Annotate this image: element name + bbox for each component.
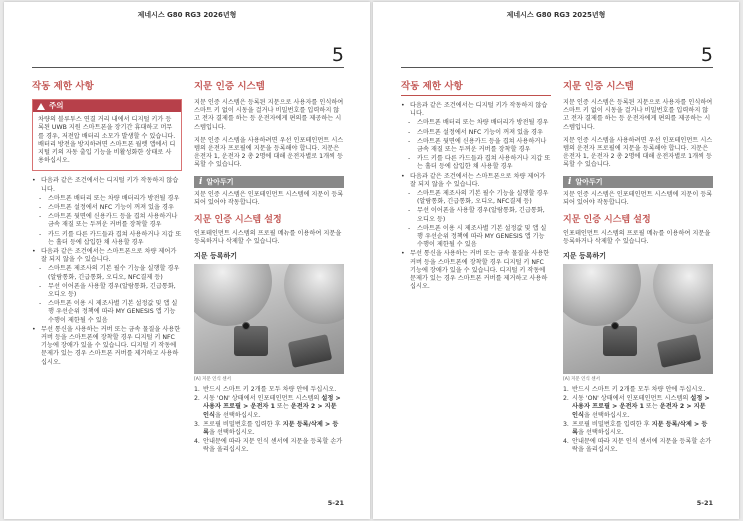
menu-path: 지문 등록/삭제 > 등록 — [203, 420, 339, 437]
step-number: 1. — [194, 386, 200, 394]
menu-path: 설정 > 사용자 프로필 > 운전자 1 — [572, 395, 710, 411]
step-fragment: 반드시 스마트 키 2개를 모두 차량 안에 두십시오. — [572, 386, 706, 394]
bullet-text: 다음과 같은 조건에서는 스마트폰으로 차량 제어가 잘 되지 않을 수 있습니다. — [410, 172, 546, 188]
sub-bullet-text: 카드 키를 다른 카드들과 겹쳐 사용하거나 지갑 또는 홀더 등에 삽입한 채 사용할 경우 — [417, 155, 551, 171]
fingerprint-sensor-figure — [563, 264, 713, 374]
bullet-item — [401, 173, 551, 189]
restriction-list — [32, 177, 182, 366]
step-fragment: 또는 — [643, 403, 660, 411]
note-header — [194, 176, 344, 188]
bullet-text: 다음과 같은 조건에서는 디지털 키가 작동하지 않습니다. — [41, 177, 179, 193]
step-item — [563, 395, 713, 420]
step-text — [572, 386, 705, 394]
bullet-item — [32, 177, 182, 193]
header-divider — [401, 67, 713, 68]
step-fragment: 시동 'ON' 상태에서 인포테인먼트 시스템의 — [203, 395, 322, 403]
note-label: 알아두기 — [575, 177, 603, 186]
step-fragment: 반드시 스마트 키 2개를 모두 차량 안에 두십시오. — [203, 386, 337, 394]
sub-bullet-marker: - — [39, 194, 42, 202]
sub-bullet-text: 카드 키를 다른 카드들과 겹쳐 사용하거나 지갑 또는 홀더 등에 삽입한 채 사용할 경우 — [48, 230, 182, 246]
bullet-marker: • — [32, 177, 36, 185]
sub-bullet-item — [32, 195, 182, 203]
restriction-list — [401, 102, 551, 291]
info-icon: i — [568, 176, 572, 187]
sub-bullet-item — [401, 155, 551, 171]
sub-bullet-item — [401, 207, 551, 223]
page-number: 5-21 — [696, 499, 713, 507]
bullet-text: 다음과 같은 조건에서는 디지털 키가 작동하지 않습니다. — [410, 102, 548, 118]
step-fragment: 을 선택하십시오. — [214, 411, 261, 419]
start-button — [603, 326, 637, 356]
sub-bullet-text: 스마트폰 이용 시 제조사별 기본 설정값 및 앱 실행 우선순위 정책에 따라 MY GENESIS 앱 기능 수행이 제한될 수 있음 — [48, 300, 178, 324]
note-text: 지문 인증 시스템은 인포테인먼트 시스템에 지문이 등록되어 있어야 작동합니다. — [194, 190, 344, 207]
step-number: 4. — [563, 438, 569, 446]
bullet-marker: • — [401, 172, 405, 180]
dial-knob — [563, 264, 641, 326]
step-fragment: 을 선택하십시오. — [208, 429, 255, 437]
step-fragment: 시동 'ON' 상태에서 인포테인먼트 시스템의 — [572, 395, 691, 403]
fingerprint-sensor-icon — [611, 322, 619, 330]
step-text — [203, 421, 344, 437]
sub-bullet-marker: - — [408, 128, 411, 136]
step-text — [572, 395, 713, 420]
caution-label: 주의 — [49, 101, 64, 110]
step-item — [194, 386, 344, 394]
bullet-marker: • — [32, 325, 36, 333]
sub-bullet-text: 스마트폰 뒷면에 신용카드 등을 겹쳐 사용하거나 금속 재질 또는 두꺼운 커버를 장착할 경우 — [417, 137, 547, 154]
bullet-marker: • — [401, 250, 405, 258]
step-number: 2. — [194, 395, 200, 403]
sub-bullet-item — [401, 119, 551, 127]
step-item — [563, 421, 713, 437]
menu-path: 운전자 2 > 지문 인식 — [203, 403, 337, 419]
steps-list — [194, 386, 344, 455]
manual-page-2026 — [4, 2, 370, 519]
warning-triangle-icon — [37, 103, 45, 110]
settings-text: 인포테인먼트 시스템의 프로필 메뉴를 이용하여 지문을 등록하거나 삭제할 수 있습니다. — [194, 230, 342, 246]
step-item — [194, 395, 344, 420]
figure-caption: [A] 지문 인식 센서 — [194, 376, 231, 382]
bullet-item — [32, 248, 182, 264]
step-text — [572, 438, 713, 454]
settings-heading: 지문 인증 시스템 설정 — [194, 215, 282, 226]
console-button — [657, 334, 702, 368]
step-fragment: 프로필 비밀번호를 입력한 후 — [572, 420, 652, 428]
section-number: 5 — [331, 44, 344, 66]
step-number: 2. — [563, 395, 569, 403]
figure-caption: [A] 지문 인식 센서 — [563, 376, 600, 382]
page-number: 5-21 — [327, 499, 344, 507]
step-item — [563, 438, 713, 454]
sub-bullet-marker: - — [39, 213, 42, 221]
sub-bullet-text: 스마트폰 제조사의 기본 필수 기능을 실행할 경우(알람통화, 긴급통화, 오디오, NFC결제 등) — [417, 190, 549, 206]
restrictions-heading: 작동 제한 사항 — [401, 81, 551, 96]
sub-bullet-marker: - — [39, 282, 42, 290]
fingerprint-sensor-figure — [194, 264, 344, 374]
right-column — [194, 81, 344, 456]
sub-bullet-item — [32, 204, 182, 212]
step-number: 3. — [194, 420, 200, 428]
page-header: 제네시스 G80 RG3 2026년형 — [137, 11, 237, 19]
register-heading: 지문 등록하기 — [194, 251, 238, 260]
bullet-text: 무선 통신을 사용하는 커버 또는 금속 물질을 사용한 커버 등을 스마트폰에 장착할 경우 디지털 키 NFC 기능에 장애가 있을 수 있습니다. 디지털 키 작동에 문제가 있는 경우 스마트폰 커버를 제거하고 사용하십시오. — [41, 325, 181, 366]
dial-knob — [284, 264, 344, 324]
step-fragment: 을 선택하십시오. — [583, 411, 630, 419]
sub-bullet-marker: - — [408, 207, 411, 215]
sub-bullet-text: 스마트폰 뒷면에 신용카드 등을 겹쳐 사용하거나 금속 재질 또는 두꺼운 커버를 장착할 경우 — [48, 213, 178, 229]
step-number: 4. — [194, 438, 200, 446]
manual-page-2025 — [373, 2, 739, 519]
sub-bullet-text: 스마트폰 배터리 또는 차량 배터리가 방전될 경우 — [417, 119, 549, 127]
register-heading: 지문 등록하기 — [563, 251, 607, 260]
bullet-marker: • — [32, 248, 36, 256]
sub-bullet-item — [401, 129, 551, 137]
left-column — [32, 81, 182, 368]
bullet-item — [32, 326, 182, 367]
dial-knob — [194, 264, 272, 326]
sub-bullet-item — [401, 225, 551, 250]
step-text — [203, 386, 336, 394]
step-fragment: 프로필 비밀번호를 입력한 후 — [203, 420, 283, 428]
step-text — [572, 421, 713, 437]
sub-bullet-text: 스마트폰 제조사의 기본 필수 기능을 실행할 경우(알람통화, 긴급통화, 오디오, NFC결제 등) — [48, 265, 180, 281]
header-divider — [32, 67, 344, 68]
dial-knob — [653, 264, 713, 324]
sub-bullet-item — [401, 138, 551, 154]
sub-bullet-marker: - — [39, 230, 42, 238]
sub-bullet-item — [32, 300, 182, 325]
step-fragment: 을 선택하십시오. — [577, 429, 624, 437]
step-item — [194, 421, 344, 437]
caution-box — [32, 99, 182, 171]
page-header: 제네시스 G80 RG3 2025년형 — [506, 11, 606, 19]
sub-bullet-marker: - — [408, 224, 411, 232]
auth-heading: 지문 인증 시스템 — [194, 81, 265, 92]
sub-bullet-marker: - — [408, 190, 411, 198]
step-number: 1. — [563, 386, 569, 394]
steps-list — [563, 386, 713, 455]
start-button — [234, 326, 268, 356]
step-item — [194, 438, 344, 454]
step-item — [563, 386, 713, 394]
caution-text: 차량의 블루투스 연결 거리 내에서 디지털 키가 등록된 UWB 지원 스마트폰을 장기간 휴대하고 머무를 경우, 저전압 배터리 소모가 발생할 수 있습니다. 배터리 방전을 방지하려면 스마트폰 월렛 앱에서 디지털 키의 자동 출입 기능을 비활성화한 상태로 사용하십시오. — [38, 116, 176, 165]
bullet-item — [401, 102, 551, 118]
sub-bullet-marker: - — [408, 155, 411, 163]
menu-path: 설정 > 사용자 프로필 > 운전자 1 — [203, 395, 341, 411]
sub-bullet-text: 스마트폰 이용 시 제조사별 기본 설정값 및 앱 실행 우선순위 정책에 따라 MY GENESIS 앱 기능 수행이 제한될 수 있음 — [417, 224, 547, 249]
step-fragment: 또는 — [274, 403, 291, 411]
sub-bullet-marker: - — [408, 119, 411, 127]
sub-bullet-item — [32, 265, 182, 281]
caution-header — [33, 100, 181, 112]
step-fragment: 안내문에 따라 지문 인식 센서에 지문을 등록할 손가락을 올리십시오. — [203, 438, 343, 454]
note-header — [563, 176, 713, 188]
step-text — [203, 395, 344, 420]
settings-text: 인포테인먼트 시스템의 프로필 메뉴를 이용하여 지문을 등록하거나 삭제할 수 있습니다. — [563, 230, 711, 246]
console-button — [288, 334, 333, 368]
sub-bullet-item — [32, 283, 182, 299]
sub-bullet-marker: - — [408, 137, 411, 145]
left-column — [401, 81, 551, 292]
sub-bullet-text: 무선 이어폰을 사용할 경우(알람통화, 긴급통화, 오디오 등) — [48, 282, 176, 299]
step-fragment: 안내문에 따라 지문 인식 센서에 지문을 등록할 손가락을 올리십시오. — [572, 438, 712, 454]
bullet-item — [401, 250, 551, 291]
right-column — [563, 81, 713, 456]
sub-bullet-marker: - — [39, 265, 42, 273]
auth-paragraph: 지문 인증 시스템은 등록된 지문으로 사용자를 인식하여 스마트 키 없이 시동을 걸거나 비밀번호를 입력하지 않고 전자 결제를 하는 등 운전자에게 편의를 제공하는 시스템입니다. — [563, 99, 713, 131]
step-text — [203, 438, 344, 454]
sub-bullet-text: 스마트폰 배터리 또는 차량 배터리가 방전될 경우 — [48, 194, 180, 202]
note-label: 알아두기 — [206, 177, 234, 186]
sub-bullet-text: 스마트폰 설정에서 NFC 기능이 꺼져 있을 경우 — [417, 128, 543, 136]
sub-bullet-item — [401, 190, 551, 206]
note-text: 지문 인증 시스템은 인포테인먼트 시스템에 지문이 등록되어 있어야 작동합니다. — [563, 190, 713, 207]
menu-path: 운전자 2 > 지문 인식 — [572, 403, 706, 419]
info-icon: i — [199, 176, 203, 187]
sub-bullet-marker: - — [39, 300, 42, 308]
bullet-marker: • — [401, 102, 405, 109]
restrictions-heading: 작동 제한 사항 — [32, 81, 94, 92]
sub-bullet-text: 무선 이어폰을 사용할 경우(알람통화, 긴급통화, 오디오 등) — [417, 207, 545, 223]
sub-bullet-item — [32, 213, 182, 229]
auth-paragraph-2: 지문 인증 시스템을 사용하려면 우선 인포테인먼트 시스템의 운전자 프로필에 지문을 등록해야 합니다. 지문은 운전자 1, 운전자 2 총 2명에 대해 운전자별로 1개씩 등록할 수 있습니다. — [194, 136, 344, 169]
step-number: 3. — [563, 420, 569, 428]
settings-heading: 지문 인증 시스템 설정 — [563, 215, 651, 226]
auth-heading: 지문 인증 시스템 — [563, 81, 634, 92]
bullet-text: 무선 통신을 사용하는 커버 또는 금속 물질을 사용한 커버 등을 스마트폰에 장착할 경우 디지털 키 NFC 기능에 장애가 있을 수 있습니다. 디지털 키 작동에 문제가 있는 경우 스마트폰 커버를 제거하고 사용하십시오. — [410, 250, 550, 291]
auth-paragraph: 지문 인증 시스템은 등록된 지문으로 사용자를 인식하여 스마트 키 없이 시동을 걸거나 비밀번호를 입력하지 않고 전자 결제를 하는 등 운전자에게 편의를 제공하는 시스템입니다. — [194, 99, 344, 131]
sub-bullet-text: 스마트폰 설정에서 NFC 기능이 꺼져 있을 경우 — [48, 204, 174, 212]
fingerprint-sensor-icon — [242, 322, 250, 330]
menu-path: 지문 등록/삭제 > 등록 — [572, 420, 708, 437]
auth-paragraph-2: 지문 인증 시스템을 사용하려면 우선 인포테인먼트 시스템의 운전자 프로필에 지문을 등록해야 합니다. 지문은 운전자 1, 운전자 2 총 2명에 대해 운전자별로 1개씩 등록할 수 있습니다. — [563, 136, 713, 169]
sub-bullet-item — [32, 231, 182, 247]
section-number: 5 — [700, 44, 713, 66]
sub-bullet-marker: - — [39, 204, 42, 212]
bullet-text: 다음과 같은 조건에서는 스마트폰으로 차량 제어가 잘 되지 않을 수 있습니다. — [41, 248, 177, 264]
